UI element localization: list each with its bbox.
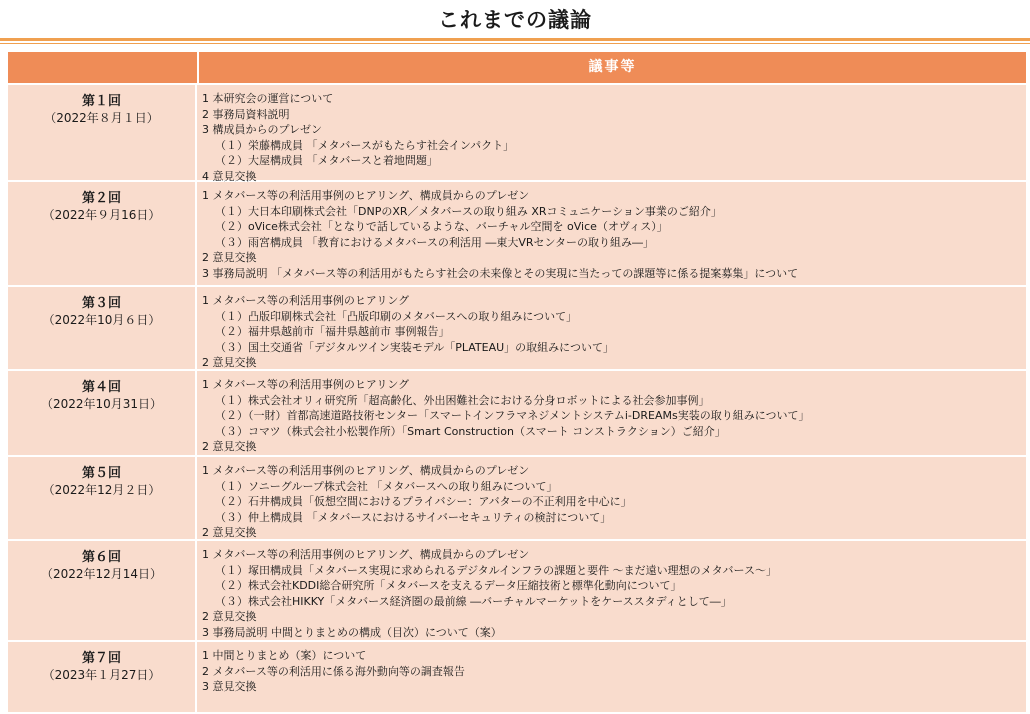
meeting-row: [8, 287, 1026, 371]
title-underline: [0, 38, 1030, 41]
meeting-row: [8, 541, 1026, 642]
agenda-subitem: （３）国土交通省「デジタルツイン実装モデル「PLATEAU」の取組みについて」: [215, 340, 614, 354]
meeting-label-cell: [8, 541, 197, 640]
agenda-item: 1 メタバース等の利活用事例のヒアリング、構成員からのプレゼン: [202, 464, 530, 477]
agenda-subitem: （３）株式会社HIKKY「メタバース経済圏の最前線 ―バーチャルマーケットをケーススタディとして―」: [215, 594, 732, 608]
agenda-subitem: （１）株式会社オリィ研究所「超高齢化、外出困難社会における分身ロボットによる社会参加事例」: [215, 393, 710, 407]
agenda-item: 2 意見交換: [202, 610, 257, 623]
agenda-cell: [197, 287, 1026, 369]
meeting-row: [8, 642, 1026, 714]
meeting-number: 第４回: [81, 380, 121, 395]
meeting-date: （2022年10月６日）: [42, 313, 161, 327]
agenda-item: 3 事務局説明 中間とりまとめの構成（目次）について（案）: [202, 625, 502, 639]
agenda-item: 2 意見交換: [202, 251, 257, 264]
agenda-item: 2 意見交換: [202, 440, 257, 453]
agenda-item: 1 メタバース等の利活用事例のヒアリング: [202, 294, 410, 307]
meeting-date: （2022年８月１日）: [44, 111, 159, 125]
table-body: [8, 85, 1026, 714]
agenda-subitem: （２）oVice株式会社「となりで話しているような、バーチャル空間を oVice（オヴィス）」: [215, 220, 668, 233]
page-title: これまでの議論: [438, 8, 592, 32]
agenda-item: 2 メタバース等の利活用に係る海外動向等の調査報告: [202, 664, 465, 678]
meetings-table: [8, 52, 1026, 714]
meeting-number: 第５回: [81, 466, 121, 481]
meeting-number: 第１回: [81, 94, 121, 109]
meeting-label-cell: [8, 85, 197, 180]
agenda-subitem: （１）栄藤構成員 「メタバースがもたらす社会インパクト」: [215, 138, 515, 152]
meeting-row: [8, 85, 1026, 182]
meeting-date: （2022年12月２日）: [42, 483, 161, 497]
agenda-item: 3 事務局説明 「メタバース等の利活用がもたらす社会の未来像とその実現に当たっての課題等に係る提案募集」について: [202, 266, 799, 280]
agenda-item: 2 意見交換: [202, 526, 257, 539]
agenda-cell: [197, 371, 1026, 455]
agenda-item: 1 メタバース等の利活用事例のヒアリング、構成員からのプレゼン: [202, 189, 530, 202]
meeting-number: 第２回: [81, 191, 121, 206]
header-agenda: 議事等: [588, 59, 637, 75]
table-header: [8, 52, 1026, 85]
agenda-cell: [197, 182, 1026, 285]
meeting-number: 第７回: [81, 651, 121, 666]
meeting-row: [8, 457, 1026, 541]
agenda-subitem: （３）雨宮構成員 「教育におけるメタバースの利活用 ―東大VRセンターの取り組み―」: [215, 235, 655, 249]
meeting-label-cell: [8, 182, 197, 285]
meeting-row: [8, 371, 1026, 457]
agenda-subitem: （２）福井県越前市「福井県越前市 事例報告」: [215, 325, 450, 338]
agenda-subitem: （１）凸版印刷株式会社「凸版印刷のメタバースへの取り組みについて」: [215, 309, 578, 323]
agenda-item: 2 事務局資料説明: [202, 107, 290, 121]
agenda-item: 1 中間とりまとめ（案）について: [202, 649, 367, 662]
agenda-item: 4 意見交換: [202, 169, 257, 183]
header-blank-cell: [8, 52, 199, 83]
agenda-subitem: （３）仲上構成員 「メタバースにおけるサイバーセキュリティの検討について」: [215, 510, 612, 524]
meeting-label-cell: [8, 457, 197, 539]
agenda-subitem: （２）株式会社KDDI総合研究所「メタバースを支えるデータ圧縮技術と標準化動向について」: [215, 579, 682, 592]
agenda-cell: [197, 457, 1026, 539]
agenda-item: 1 本研究会の運営について: [202, 92, 334, 105]
agenda-item: 1 メタバース等の利活用事例のヒアリング: [202, 378, 410, 391]
meeting-number: 第６回: [81, 550, 121, 565]
agenda-cell: [197, 642, 1026, 712]
meeting-label-cell: [8, 287, 197, 369]
title-underline-thin: [0, 43, 1030, 44]
agenda-subitem: （２）大屋構成員 「メタバースと着地問題」: [215, 154, 438, 167]
agenda-item: 3 構成員からのプレゼン: [202, 123, 323, 136]
agenda-item: 3 意見交換: [202, 680, 257, 693]
meeting-date: （2022年９月16日）: [42, 208, 161, 222]
agenda-cell: [197, 85, 1026, 183]
meeting-date: （2022年12月14日）: [40, 567, 163, 581]
agenda-subitem: （１）大日本印刷株式会社「DNPのXR／メタバースの取り組み XRコミュニケーション事業のご紹介」: [215, 204, 722, 218]
agenda-item: 1 メタバース等の利活用事例のヒアリング、構成員からのプレゼン: [202, 548, 530, 561]
meeting-row: [8, 182, 1026, 287]
meeting-date: （2023年１月27日）: [42, 668, 161, 682]
agenda-cell: [197, 541, 1026, 640]
agenda-item: 2 意見交換: [202, 356, 257, 369]
agenda-subitem: （３）コマツ（株式会社小松製作所）「Smart Construction（スマート コンストラクション）ご紹介」: [215, 424, 726, 438]
meeting-label-cell: [8, 642, 197, 712]
agenda-subitem: （２）石井構成員「仮想空間におけるプライバシー：アバターの不正利用を中心に」: [215, 495, 632, 508]
meeting-number: 第３回: [81, 296, 121, 311]
agenda-subitem: （１）塚田構成員「メタバース実現に求められるデジタルインフラの課題と要件 ～まだ遠い理想のメタバース～」: [215, 563, 777, 577]
meeting-date: （2022年10月31日）: [40, 397, 163, 411]
agenda-subitem: （１）ソニーグループ株式会社 「メタバースへの取り組みについて」: [215, 479, 558, 493]
meeting-label-cell: [8, 371, 197, 455]
agenda-subitem: （２）（一財）首都高速道路技術センター「スマートインフラマネジメントシステムi-DREAMs実装の取り組みについて」: [215, 409, 810, 422]
